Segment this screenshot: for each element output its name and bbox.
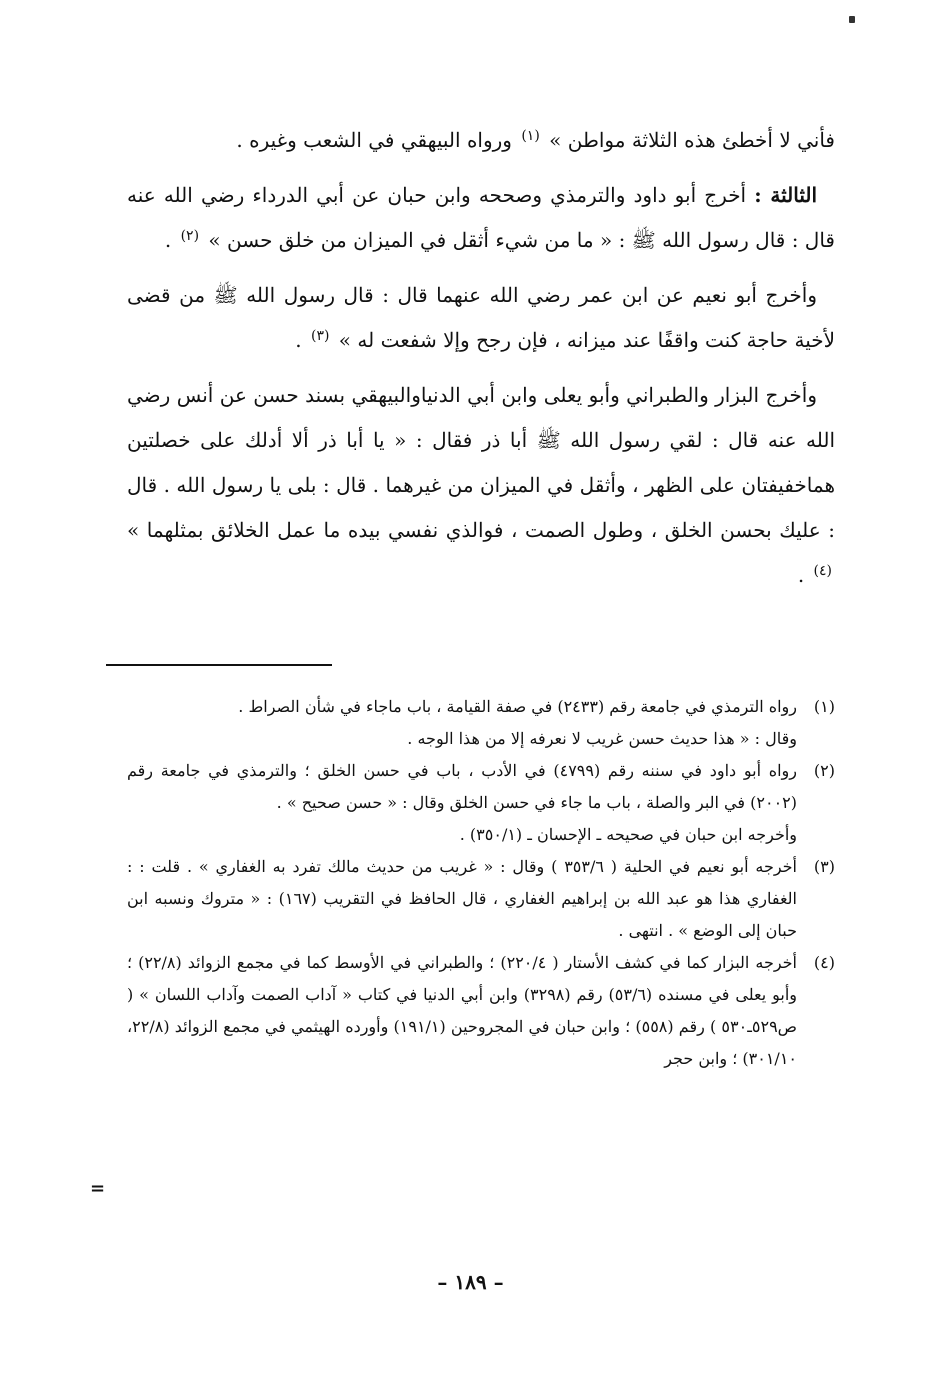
paragraph-3-text: وأخرج أبو نعيم عن ابن عمر رضي الله عنهما قال : قال رسول الله ﷺ من قضى لأخية حاجة كنت واقفًا عند ميزانه ، فإن رجح وإلا شفعت له » bbox=[127, 283, 835, 352]
footnote-separator bbox=[106, 664, 332, 666]
footnote-line: أخرجه البزار كما في كشف الأستار ( ٢٢٠/٤) ؛ والطبراني في الأوسط كما في مجمع الزوائد (٢٢/٨) ؛ وأبو يعلى في مسنده (٥٣/٦) رقم (٣٢٩٨) وابن أبي الدنيا في كتاب « آداب الصمت وآداب اللسان » ( ص٥٢٩ـ٥٣٠ ) رقم (٥٥٨) ؛ وابن حبان في المجروحين (١٩١/١) وأورده الهيثمي في مجمع الزوائد (٢٢/٨، ٣٠١/١٠) ؛ وابن حجر bbox=[127, 953, 798, 1068]
paragraph-4 bbox=[127, 373, 835, 601]
scan-speck bbox=[849, 16, 855, 23]
footnote-line: رواه أبو داود في سننه رقم (٤٧٩٩) في الأدب ، باب في حسن الخلق ؛ والترمذي في جامعة رقم (٢٠٠٢) في البر والصلة ، باب ما جاء في حسن الخلق وقال : « حسن صحيح » . bbox=[127, 761, 798, 812]
paragraph-1 bbox=[127, 118, 835, 166]
paragraph-2 bbox=[127, 173, 835, 266]
continuation-mark: = bbox=[90, 1178, 106, 1199]
page-number: – ١٨٩ – bbox=[437, 1270, 504, 1294]
footnote-ref-3: (٣) bbox=[310, 328, 330, 344]
paragraph-2-lead: الثالثة : bbox=[754, 183, 818, 207]
paragraph-2-tail: . bbox=[164, 228, 172, 252]
paragraph-4-text: وأخرج البزار والطبراني وأبو يعلى وابن أبي الدنياوالبيهقي بسند حسن عن أنس رضي الله عنه قال : لقي رسول الله ﷺ أبا ذر فقال : « يا أبا ذر ألا أدلك على خصلتين هماخفيفتان على الظهر ، وأثقل في الميزان من غيرهما . قال : بلى يا رسول الله . قال : عليك بحسن الخلق ، وطول الصمت ، فوالذي نفسي بيده ما عمل الخلائق بمثلهما » bbox=[127, 383, 835, 542]
footnote-ref-4: (٤) bbox=[813, 563, 832, 579]
footnote-4 bbox=[127, 947, 835, 1075]
paragraph-3 bbox=[127, 273, 835, 366]
footnote-number: (٤) bbox=[813, 953, 835, 972]
footnote-1 bbox=[127, 691, 835, 755]
footnotes bbox=[127, 691, 835, 1075]
footnote-number: (٢) bbox=[813, 761, 835, 780]
footnote-line: وقال : « هذا حديث حسن غريب لا نعرفه إلا من هذا الوجه . bbox=[407, 729, 797, 748]
footnote-body bbox=[127, 691, 797, 755]
paragraph-1-tail: ورواه البيهقي في الشعب وغيره . bbox=[236, 128, 512, 152]
footnote-3 bbox=[127, 851, 835, 947]
footnote-ref-1: (١) bbox=[521, 128, 540, 144]
footnote-ref-2: (٢) bbox=[180, 228, 200, 244]
footnote-body bbox=[127, 755, 797, 851]
paragraph-3-tail: . bbox=[295, 328, 302, 352]
footnote-line: وأخرجه ابن حبان في صحيحه ـ الإحسان ـ (٣٥٠/١) . bbox=[459, 825, 797, 844]
footnote-number: (١) bbox=[813, 697, 835, 716]
paragraph-1-text: فأني لا أخطئ هذه الثلاثة مواطن » bbox=[549, 128, 835, 152]
paragraph-2-text: أخرج أبو داود والترمذي وصححه وابن حبان عن أبي الدرداء رضي الله عنه قال : قال رسول الله ﷺ : « ما من شيء أثقل في الميزان من خلق حسن » bbox=[127, 183, 835, 252]
footnote-line: رواه الترمذي في جامعة رقم (٢٤٣٣) في صفة القيامة ، باب ماجاء في شأن الصراط . bbox=[238, 697, 797, 716]
main-text bbox=[127, 118, 835, 601]
footnote-number: (٣) bbox=[813, 857, 835, 876]
paragraph-4-tail: . bbox=[797, 563, 805, 587]
footnote-body bbox=[127, 947, 797, 1075]
footnote-2 bbox=[127, 755, 835, 851]
footnote-line: أخرجه أبو نعيم في الحلية ( ٣٥٣/٦ ) وقال : « غريب من حديث مالك تفرد به الغفاري » . قلت : : الغفاري هذا هو عبد الله بن إبراهيم الغفاري ، قال الحافظ في التقريب (١٦٧) : « متروك ونسبه ابن حبان إلى الوضع » . انتهى . bbox=[127, 857, 798, 940]
footnote-body bbox=[127, 851, 797, 947]
